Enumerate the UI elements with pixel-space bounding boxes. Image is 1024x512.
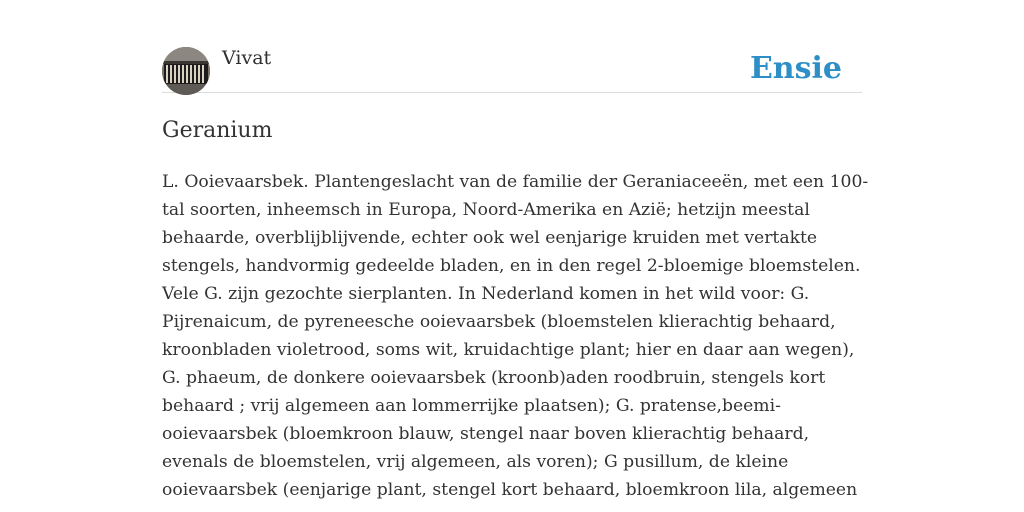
article-container: [162, 0, 869, 500]
body-line: Vele G. zijn gezochte sierplanten. In Nederland komen in het wild voor: G.: [162, 284, 810, 304]
body-line: behaarde, overblijblijvende, echter ook wel eenjarige kruiden met vertakte: [162, 228, 818, 248]
header: [162, 0, 862, 93]
article-body: [162, 168, 869, 504]
body-line: Pijrenaicum, de pyreneesche ooievaarsbek (bloemstelen klierachtig behaard,: [162, 312, 836, 332]
body-line: stengels, handvormig gedeelde bladen, en in den regel 2-bloemige bloemstelen.: [162, 256, 861, 276]
avatar-image: [162, 47, 210, 95]
source-name[interactable]: Vivat: [222, 47, 272, 69]
body-line: L. Ooievaarsbek. Plantengeslacht van de familie der Geraniaceeën, met een 100-: [162, 172, 869, 192]
book-spines-icon[interactable]: [162, 47, 210, 95]
brand-logo[interactable]: Ensie: [749, 51, 842, 86]
body-line: kroonbladen violetrood, soms wit, kruidachtige plant; hier en daar aan wegen),: [162, 340, 855, 360]
body-line: G. phaeum, de donkere ooievaarsbek (kroonb)aden roodbruin, stengels kort: [162, 368, 826, 388]
body-line: tal soorten, inheemsch in Europa, Noord-Amerika en Azië; hetzijn meestal: [162, 200, 810, 220]
page-title: Geranium: [162, 118, 273, 143]
body-line: ooievaarsbek (bloemkroon blauw, stengel naar boven klierachtig behaard,: [162, 424, 810, 444]
body-line: evenals de bloemstelen, vrij algemeen, als voren); G pusillum, de kleine: [162, 452, 789, 472]
body-line: behaard ; vrij algemeen aan lommerrijke plaatsen); G. pratense,beemi-: [162, 396, 781, 416]
body-line: ooievaarsbek (eenjarige plant, stengel kort behaard, bloemkroon lila, algemeen: [162, 480, 858, 500]
